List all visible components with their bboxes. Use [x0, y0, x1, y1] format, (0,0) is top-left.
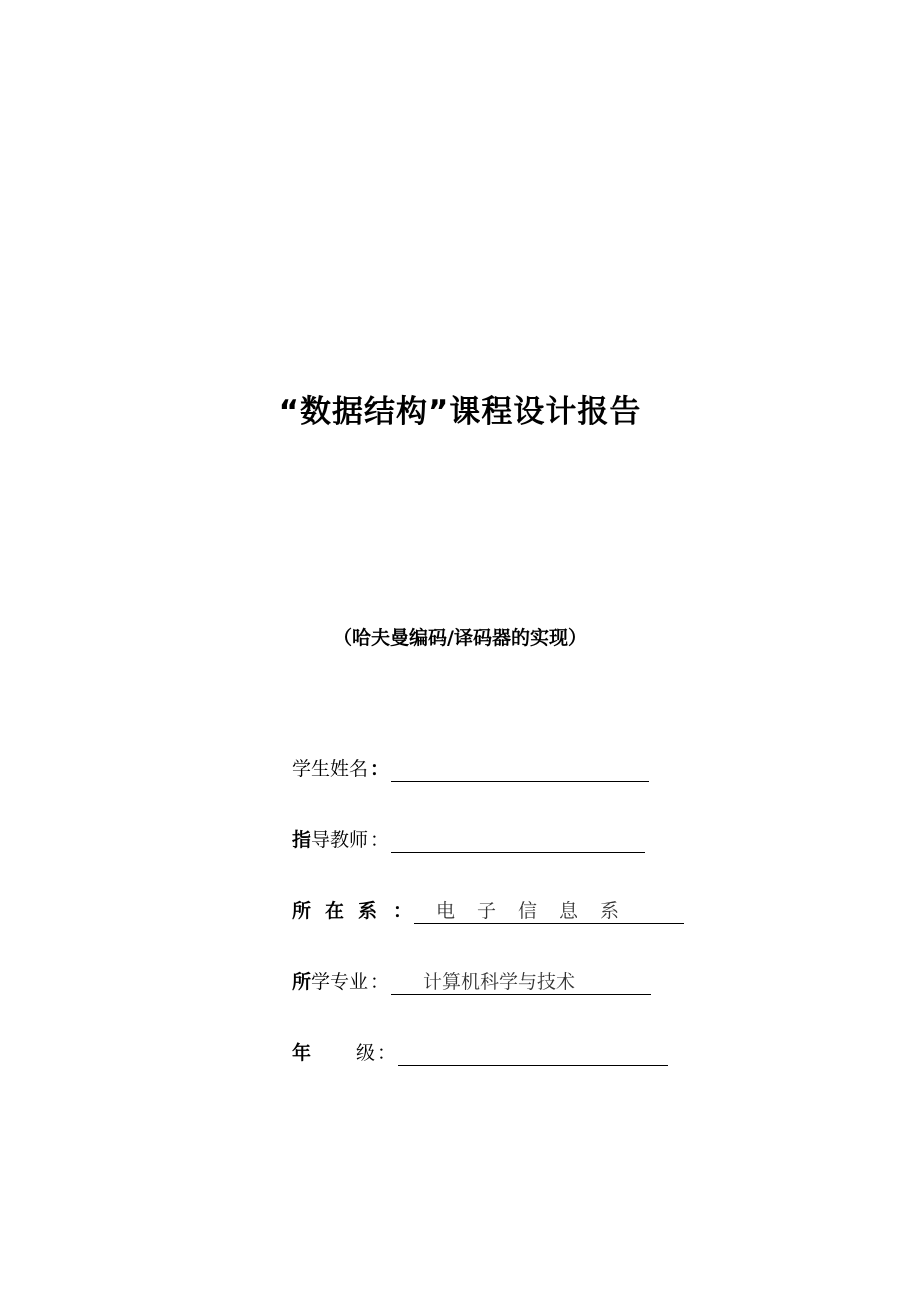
major-row — [292, 965, 651, 995]
student-name-row — [292, 752, 649, 782]
grade-row — [292, 1036, 668, 1066]
tutor-row — [292, 823, 645, 853]
department-colon: ： — [393, 900, 413, 922]
student-name-colon: ： — [370, 758, 390, 780]
student-name-label: 学生姓名 — [292, 758, 369, 780]
grade-label-first: 年 — [292, 1042, 312, 1064]
grade-label-second: 级 — [356, 1042, 376, 1064]
report-subtitle: （哈夫曼编码/译码器的实现） — [333, 627, 587, 649]
grade-colon: ： — [377, 1042, 397, 1064]
department-label: 所在系 — [292, 900, 392, 922]
department-field[interactable]: 电子信息系 — [414, 898, 684, 924]
major-label — [292, 969, 368, 995]
major-colon: ： — [370, 971, 390, 993]
tutor-colon: ： — [370, 829, 390, 851]
report-title: “数据结构”课程设计报告 — [278, 394, 642, 430]
grade-label — [292, 1040, 375, 1066]
department-row — [292, 894, 684, 924]
major-label-rest: 学专业 — [311, 971, 369, 993]
tutor-field[interactable] — [391, 826, 645, 853]
tutor-label — [292, 827, 368, 853]
tutor-label-rest: 导教师 — [311, 829, 369, 851]
tutor-label-first: 指 — [292, 829, 312, 851]
major-field[interactable]: 计算机科学与技术 — [391, 969, 651, 995]
student-name-field[interactable] — [391, 755, 649, 782]
major-label-first: 所 — [292, 971, 312, 993]
grade-field[interactable] — [398, 1039, 668, 1066]
